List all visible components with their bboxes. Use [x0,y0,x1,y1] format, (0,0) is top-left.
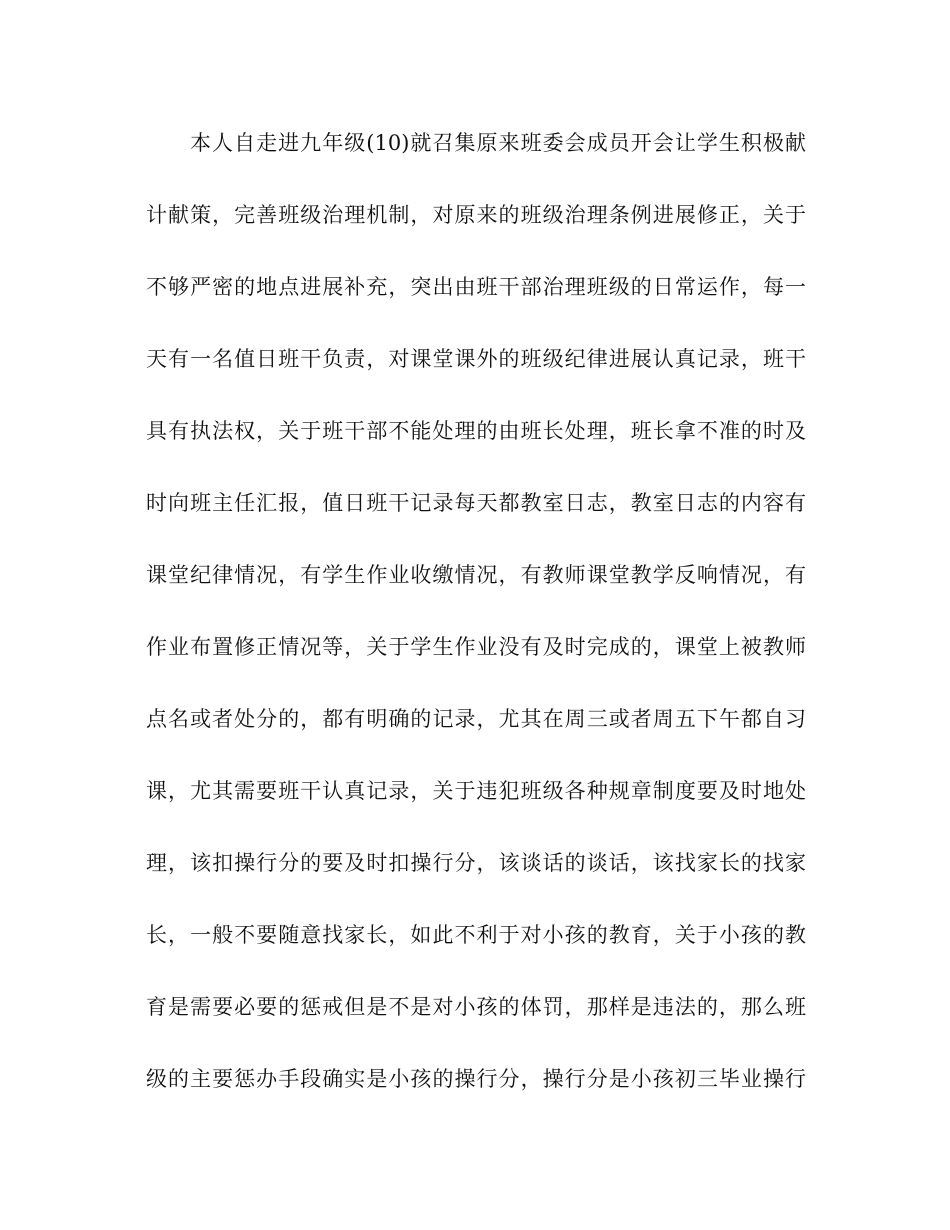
paragraph-line: 时向班主任汇报，值日班干记录每天都教室日志，教室日志的内容有 [146,491,806,515]
paragraph-line: 课，尤其需要班干认真记录，关于违犯班级各种规章制度要及时地处 [146,779,806,803]
paragraph-line: 不够严密的地点进展补充，突出由班干部治理班级的日常运作，每一 [146,275,806,299]
paragraph-line: 理，该扣操行分的要及时扣操行分，该谈话的谈话，该找家长的找家 [146,851,806,875]
paragraph-line: 育是需要必要的惩戒但是不是对小孩的体罚，那样是违法的，那么班 [146,995,806,1019]
paragraph-line: 作业布置修正情况等，关于学生作业没有及时完成的，课堂上被教师 [146,635,806,659]
paragraph-line: 天有一名值日班干负责，对课堂课外的班级纪律进展认真记录，班干 [146,347,806,371]
paragraph-line: 级的主要惩办手段确实是小孩的操行分，操行分是小孩初三毕业操行 [146,1067,806,1091]
paragraph-line: 计献策，完善班级治理机制，对原来的班级治理条例进展修正，关于 [146,203,806,227]
paragraph-line: 本人自走进九年级(10)就召集原来班委会成员开会让学生积极献 [190,131,806,155]
paragraph-line: 课堂纪律情况，有学生作业收缴情况，有教师课堂教学反响情况，有 [146,563,806,587]
paragraph-line: 点名或者处分的，都有明确的记录，尤其在周三或者周五下午都自习 [146,707,806,731]
paragraph-line: 长，一般不要随意找家长，如此不利于对小孩的教育，关于小孩的教 [146,923,806,947]
paragraph-line: 具有执法权，关于班干部不能处理的由班长处理，班长拿不准的时及 [146,419,806,443]
